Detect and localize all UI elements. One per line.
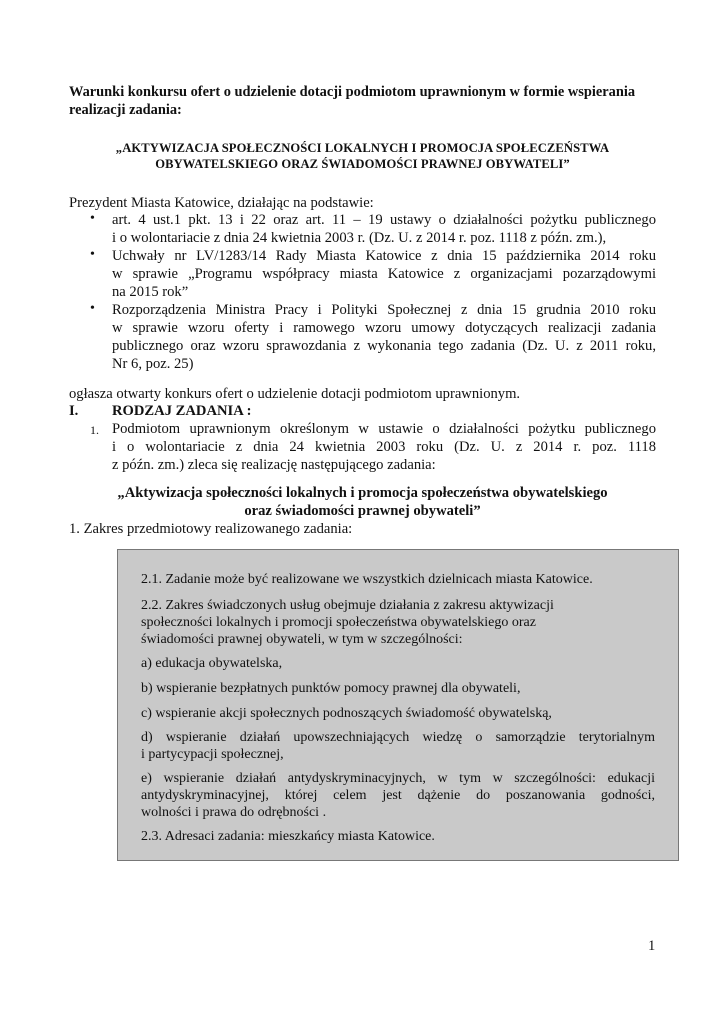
page-number: 1 [648, 938, 656, 954]
scope-item-d-line-1: d) wspieranie działań upowszechniających wiedzę o samorządzie terytorialnym [141, 730, 655, 745]
section-item-line-1: Podmiotom uprawnionym określonym w ustawie o działalności pożytku publicznego [112, 421, 656, 437]
scope-item-e-line-2: antydyskryminacyjnej, której celem jest dążenie do poszanowania godności, [141, 788, 655, 803]
bullet-icon: • [90, 301, 95, 316]
section-number: I. [69, 403, 79, 419]
section-item-line-2: i o wolontariacie z dnia 24 kwietnia 2003 roku (Dz. U. z 2014 r. poz. 1118 [112, 439, 656, 455]
scope-item-e-line-1: e) wspieranie działań antydyskryminacyjnych, w tym w szczególności: edukacji [141, 771, 655, 786]
legal-basis-1-line-2: i o wolontariacie z dnia 24 kwietnia 2003 r. (Dz. U. z 2014 r. poz. 1118 z późn. zm.), [112, 230, 607, 246]
task-title-line-1: „Aktywizacja społeczności lokalnych i promocja społeczeństwa obywatelskiego [117, 485, 608, 501]
announcement-text: ogłasza otwarty konkurs ofert o udzielenie dotacji podmiotom uprawnionym. [69, 386, 521, 402]
scope-item-c: c) wspieranie akcji społecznych podnoszących świadomość obywatelską, [141, 706, 552, 721]
section-item-line-3: z późn. zm.) zleca się realizację następującego zadania: [112, 457, 436, 473]
task-title-caps-line-2: OBYWATELSKIEGO ORAZ ŚWIADOMOŚCI PRAWNEJ OBYWATELI” [155, 157, 570, 171]
legal-basis-2-line-3: na 2015 rok” [112, 284, 189, 300]
legal-basis-3-line-1: Rozporządzenia Ministra Pracy i Polityki Społecznej z dnia 15 grudnia 2010 roku [112, 302, 656, 318]
legal-basis-1-line-1: art. 4 ust.1 pkt. 13 i 22 oraz art. 11 – 19 ustawy o działalności pożytku publicznego [112, 212, 656, 228]
legal-basis-2-line-1: Uchwały nr LV/1283/14 Rady Miasta Katowice z dnia 15 października 2014 roku [112, 248, 656, 264]
section-title: RODZAJ ZADANIA : [112, 403, 252, 419]
section-item-number: 1. [90, 423, 99, 437]
legal-basis-3-line-4: Nr 6, poz. 25) [112, 356, 194, 372]
scope-item-e-line-3: wolności i prawa do odrębności . [141, 805, 327, 820]
scope-heading: 1. Zakres przedmiotowy realizowanego zadania: [69, 521, 353, 537]
legal-basis-3-line-3: publicznego oraz wzoru sprawozdania z wykonania tego zadania (Dz. U. z 2011 roku, [112, 338, 656, 354]
scope-2-2-line-1: 2.2. Zakres świadczonych usług obejmuje działania z zakresu aktywizacji [141, 598, 554, 613]
scope-item-a: a) edukacja obywatelska, [141, 656, 283, 671]
scope-2-2-line-2: społeczności lokalnych i promocji społeczeństwa obywatelskiego oraz [141, 615, 536, 630]
scope-item-d-line-2: i partycypacji społecznej, [141, 747, 284, 762]
legal-basis-2-line-2: w sprawie „Programu współpracy miasta Katowice z organizacjami pozarządowymi [112, 266, 656, 282]
scope-2-2-line-3: świadomości prawnej obywateli, w tym w szczególności: [141, 632, 463, 647]
intro-text: Prezydent Miasta Katowice, działając na podstawie: [69, 195, 374, 211]
bullet-icon: • [90, 211, 95, 226]
heading-line-1: Warunki konkursu ofert o udzielenie dotacji podmiotom uprawnionym w formie wspierania [69, 84, 636, 100]
scope-2-1: 2.1. Zadanie może być realizowane we wszystkich dzielnicach miasta Katowice. [141, 572, 593, 587]
heading-line-2: realizacji zadania: [69, 102, 182, 118]
scope-item-b: b) wspieranie bezpłatnych punktów pomocy prawnej dla obywateli, [141, 681, 521, 696]
legal-basis-3-line-2: w sprawie wzoru oferty i ramowego wzoru umowy dotyczących realizacji zadania [112, 320, 656, 336]
bullet-icon: • [90, 247, 95, 262]
task-title-caps-line-1: „AKTYWIZACJA SPOŁECZNOŚCI LOKALNYCH I PROMOCJA SPOŁECZEŃSTWA [115, 141, 610, 155]
task-title-line-2: oraz świadomości prawnej obywateli” [244, 503, 481, 519]
scope-2-3: 2.3. Adresaci zadania: mieszkańcy miasta Katowice. [141, 829, 435, 844]
